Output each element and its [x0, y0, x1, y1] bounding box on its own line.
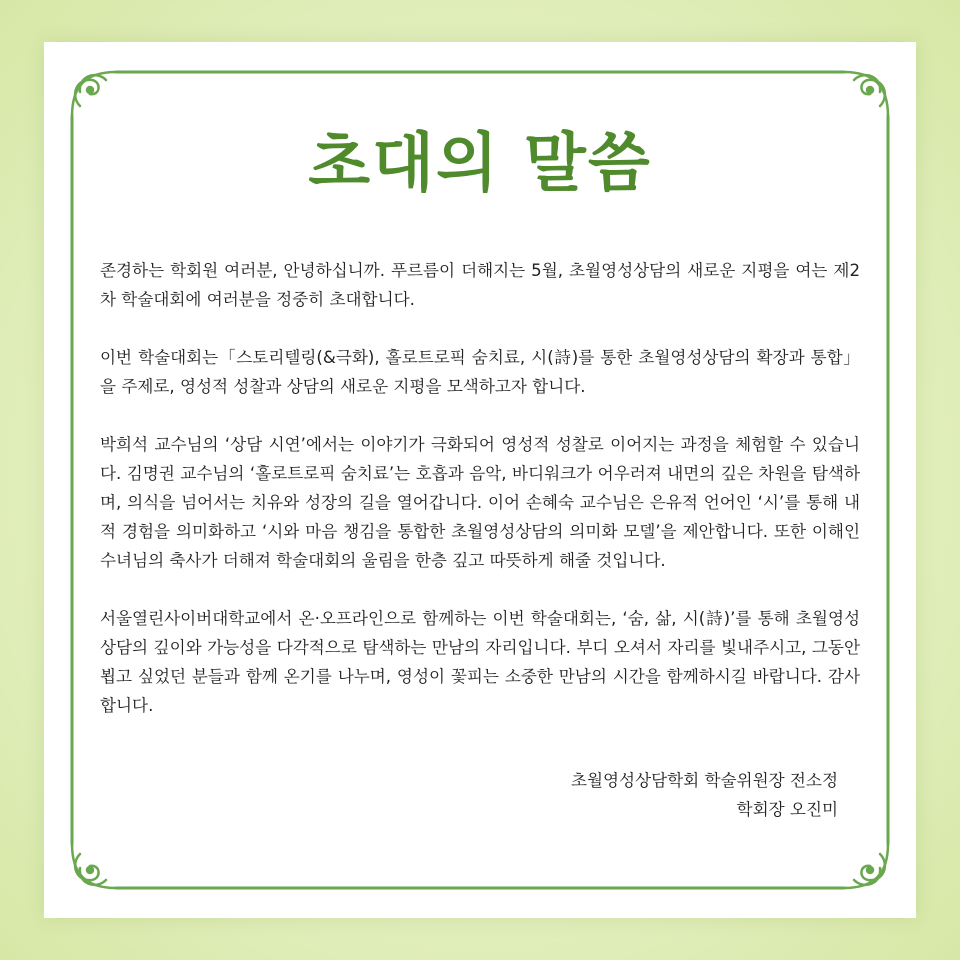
corner-flourish-top-right: [844, 72, 888, 116]
invitation-body: [100, 256, 860, 749]
signature-committee-chair: 초월영성상담학회 학술위원장 전소정: [570, 771, 838, 790]
page-title: 초대의 말씀: [308, 127, 652, 201]
paragraph-closing: 서울열린사이버대학교에서 온·오프라인으로 함께하는 이번 학술대회는, ‘숨, 삶, 시(詩)’를 통해 초월영성상담의 깊이와 가능성을 다각적으로 탐색하는 만남의 자리입니다. 부디 오셔서 자리를 빛내주시고, 그동안 뵙고 싶었던 분들과 함께 온기를 나누며, 영성이 꽃피는 소중한 만남의 시간을 함께하시길 바랍니다. 감사합니다.: [100, 609, 860, 715]
signature-block: [571, 766, 838, 824]
signature-president: 학회장 오진미: [736, 800, 838, 819]
corner-flourish-bottom-left: [72, 844, 116, 888]
corner-flourish-bottom-right: [844, 844, 888, 888]
paragraph-greeting: 존경하는 학회원 여러분, 안녕하십니까. 푸르름이 더해지는 5월, 초월영성상담의 새로운 지평을 여는 제2차 학술대회에 여러분을 정중히 초대합니다.: [100, 261, 860, 309]
paragraph-program: 박희석 교수님의 ‘상담 시연’에서는 이야기가 극화되어 영성적 성찰로 이어지는 과정을 체험할 수 있습니다. 김명권 교수님의 ‘홀로트로픽 숨치료’는 호흡과 음악, 바디워크가 어우러져 내면의 깊은 차원을 탐색하며, 의식을 넘어서는 치유와 성장의 길을 열어갑니다. 이어 손혜숙 교수님은 은유적 언어인 ‘시’를 통해 내적 경험을 의미화하고 ‘시와 마음 챙김을 통합한 초월영성상담의 의미화 모델’을 제안합니다. 또한 이해인 수녀님의 축사가 더해져 학술대회의 울림을 한층 깊고 따뜻하게 해줄 것입니다.: [100, 435, 860, 570]
corner-flourish-top-left: [72, 72, 116, 116]
paragraph-theme: 이번 학술대회는「스토리텔링(&극화), 홀로트로픽 숨치료, 시(詩)를 통한 초월영성상담의 확장과 통합」을 주제로, 영성적 성찰과 상담의 새로운 지평을 모색하고자 합니다.: [100, 348, 860, 396]
